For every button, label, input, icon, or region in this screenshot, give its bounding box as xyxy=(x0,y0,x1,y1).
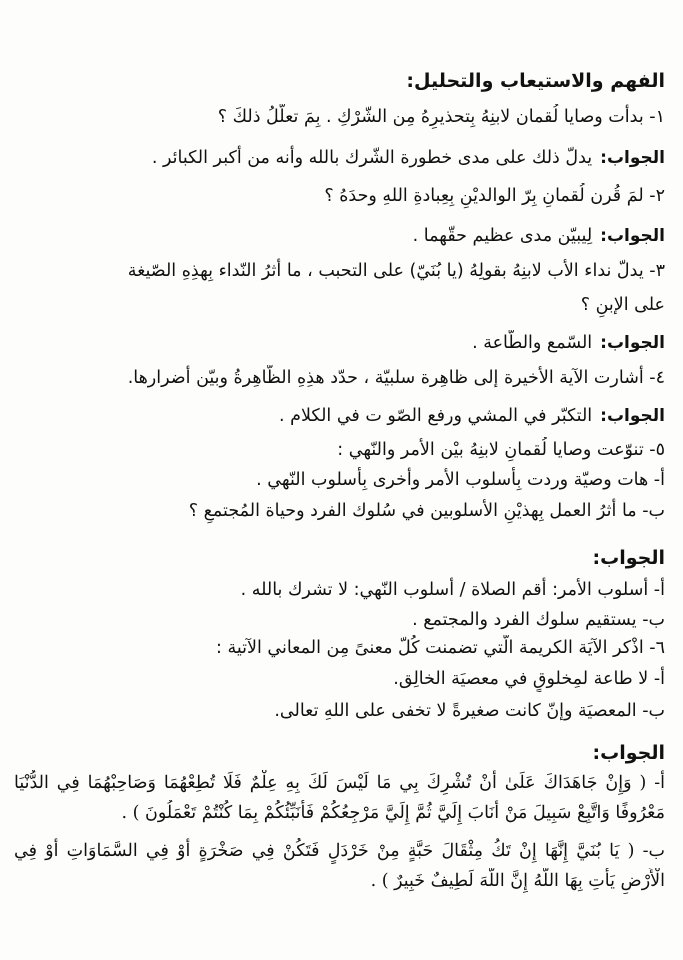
answer-2-text: لِيبيّن مدى عظيم حقّهما . xyxy=(412,226,593,246)
question-5-b: ب- ما أثرُ العمل بِهذيْنِ الأسلوبين في سُلوك الفرد وحياة المُجتمعِ ؟ xyxy=(188,501,665,521)
answer-5-label: الجواب: xyxy=(592,547,665,569)
answer-6-label: الجواب: xyxy=(592,742,665,764)
question-3-line-1: ٣- يدلّ نداء الأب لابنِهُ بقولِهُ (يا بُنَيّ) على التحبب ، ما أثرُ النّداء بِهذِهِ الصّيغة xyxy=(127,261,665,281)
section-heading: الفهم والاستيعاب والتحليل: xyxy=(406,70,665,92)
answer-label: الجواب: xyxy=(600,406,665,426)
answer-6-b-line-2: الْأَرْضِ يَأْتِ بِهَا اللَّهُ إِنَّ اللَّهَ لَطِيفٌ خَبِيرٌ ) . xyxy=(370,871,665,891)
question-6-b: ب- المعصيَة وإنّ كانت صغيرةً لا تخفى على اللهِ تعالى. xyxy=(274,701,665,721)
answer-3-text: السّمع والطّاعة . xyxy=(472,333,593,353)
question-6-a: أ- لا طاعة لمِخلوقٍ في معصيَة الخالِق. xyxy=(393,669,665,689)
answer-label: الجواب: xyxy=(600,333,665,353)
question-5-a: أ- هات وصيّة وردت بِأسلوب الأمر وأخرى بِأسلوب النّهي . xyxy=(256,470,665,490)
answer-label: الجواب: xyxy=(600,148,665,168)
question-6: ٦- اذْكر الآيَة الكريمة الّتي تضمنت كُلّ معنىً مِن المعاني الآتية : xyxy=(216,638,665,658)
question-1: ١- بدأت وصايا لُقمان لابنِهُ بِتحذيرِهُ مِن الشّرْكِ . بِمَ تعلّلُ ذلكَ ؟ xyxy=(217,107,665,127)
answer-6-a-line-2: مَعْرُوفًا وَاتَّبِعْ سَبِيلَ مَنْ أَنَابَ إِلَيَّ ثُمَّ إِلَيَّ مَرْجِعُكُمْ فَأُنَبِّئُكُمْ بِمَا كُنْتُمْ تَعْمَلُونَ ) . xyxy=(121,803,665,823)
question-2: ٢- لمَ قُرن لُقمانِ بِرّ الوالديْنِ بِعِبادةِ اللهِ وحدَهُ ؟ xyxy=(324,186,665,206)
answer-4-text: التكبّر في المشي ورفع الصّو ت في الكلام . xyxy=(279,406,593,426)
answer-4 xyxy=(14,403,665,429)
question-4: ٤- أشارت الآية الأخيرة إلى ظاهِرة سلبيّة ، حدّد هذِهِ الظّاهِرةُ وبيّن أضرارها. xyxy=(127,368,665,388)
question-3-line-2: على الإبنِ ؟ xyxy=(580,295,665,315)
answer-2 xyxy=(14,223,665,249)
answer-label: الجواب: xyxy=(600,226,665,246)
answer-5-a: أ- أسلوب الأمر: أقم الصلاة / أسلوب النّهي: لا تشرك بالله . xyxy=(240,580,665,600)
answer-1-text: يدلّ ذلك على مدى خطورة الشّرك بالله وأنه من أكبر الكبائر . xyxy=(151,148,593,168)
answer-6-a-line-1: أ- ( وَإِنْ جَاهَدَاكَ عَلَىٰ أَنْ تُشْرِكَ بِي مَا لَيْسَ لَكَ بِهِ عِلْمٌ فَلَا تُطِعْهُمَا وَصَاحِبْهُمَا فِي الدُّنْيَا xyxy=(14,773,665,793)
answer-3 xyxy=(14,330,665,356)
question-5: ٥- تنوّعت وصايا لُقمانِ لابنِهُ بيْن الأمر والنّهي : xyxy=(337,440,665,460)
answer-1 xyxy=(14,145,665,171)
answer-5-b: ب- يستقيم سلوك الفرد والمجتمع . xyxy=(412,610,665,630)
answer-6-b-line-1: ب- ( يَا بُنَيَّ إِنَّهَا إِنْ تَكُ مِثْقَالَ حَبَّةٍ مِنْ خَرْدَلٍ فَتَكُنْ فِي صَخْرَةٍ أَوْ فِي السَّمَاوَاتِ أَوْ فِي xyxy=(14,841,665,861)
